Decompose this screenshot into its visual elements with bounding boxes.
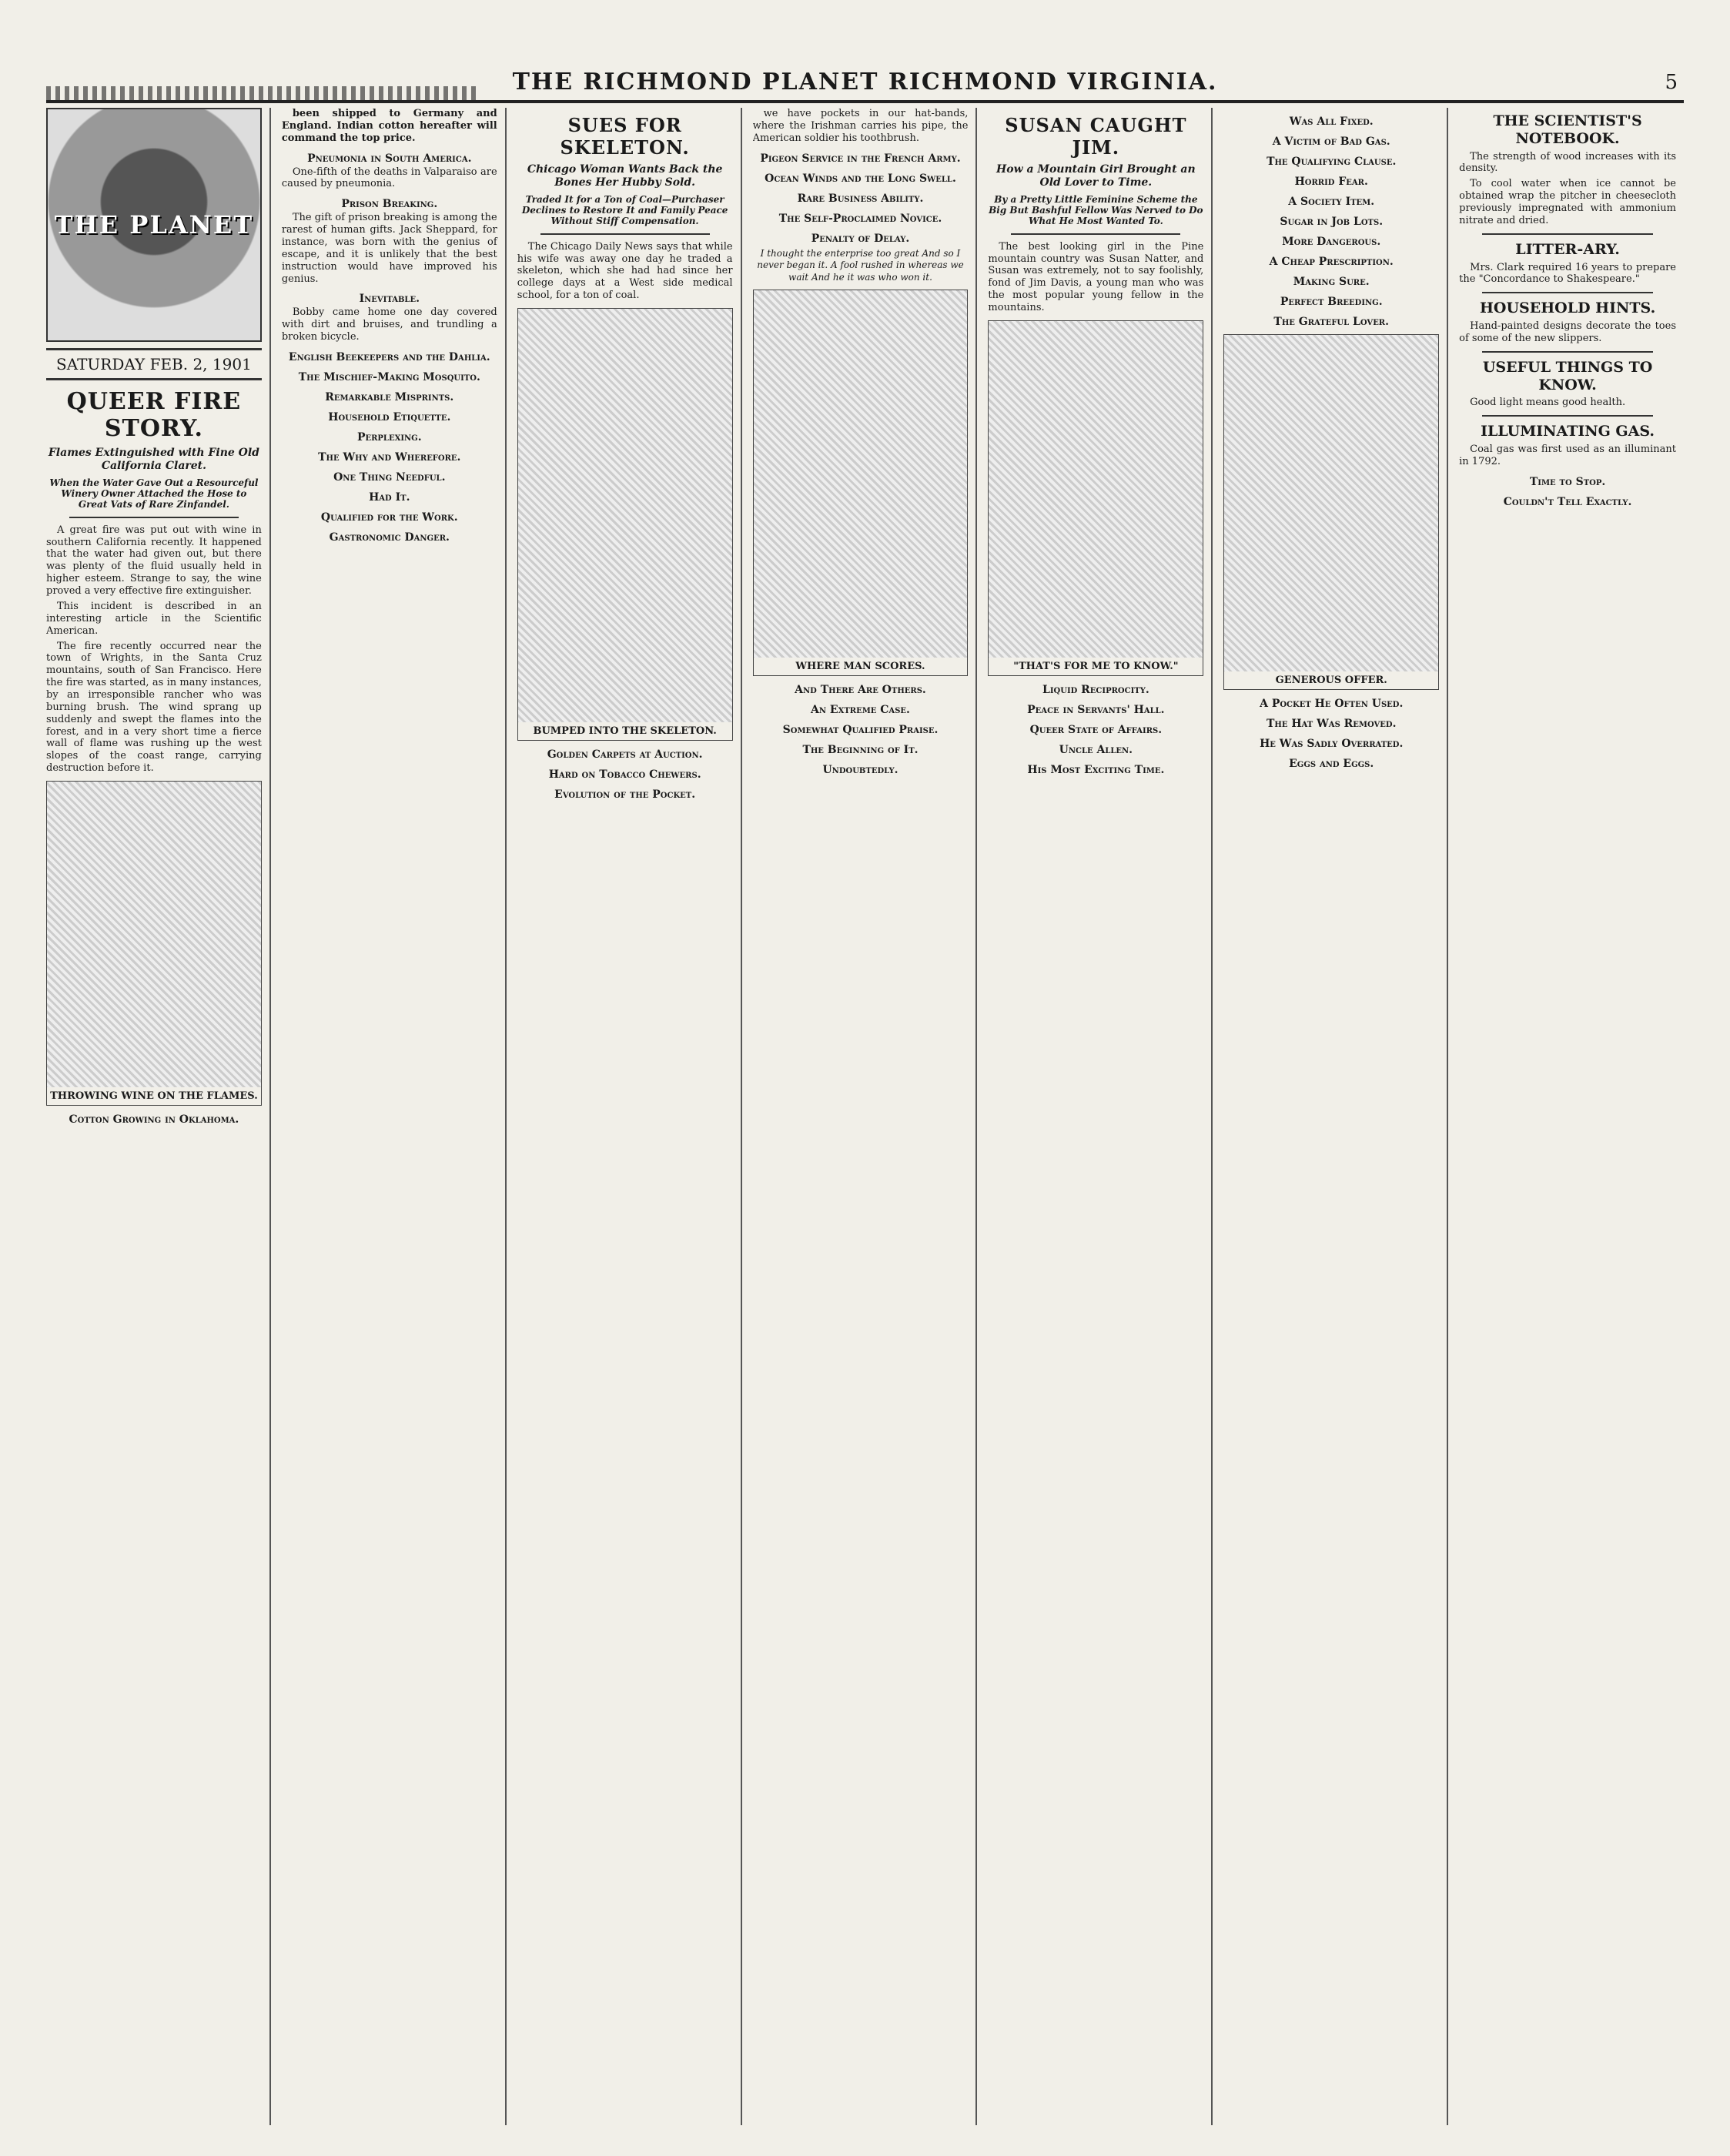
article-paragraph: To cool water when ice cannot be obtained wrap the pitcher in cheesecloth previously impregnated with ammonium nitrate and dried. bbox=[1459, 178, 1676, 226]
page-number: 5 bbox=[1665, 71, 1678, 94]
section-heading: Making Sure. bbox=[1293, 276, 1370, 288]
section-heading: Hard on Tobacco Chewers. bbox=[548, 768, 701, 782]
headline-sues-skeleton: SUES FOR SKELETON. bbox=[560, 114, 690, 159]
article-paragraph: A great fire was put out with wine in southern California recently. It happened that the water had given out, but there was plenty of the fluid usually held in higher esteem. Strange to say, the wine proved a very effective fire extinguisher. bbox=[46, 524, 262, 598]
masthead-ornament bbox=[46, 86, 477, 100]
section-heading: Undoubtedly. bbox=[822, 764, 898, 777]
divider bbox=[1482, 351, 1653, 353]
section-heading: One Thing Needful. bbox=[333, 471, 446, 484]
subdeck-queer-fire: When the Water Gave Out a Resourceful Winery Owner Attached the Hose to Great Vats of Rare Zinfandel. bbox=[49, 477, 259, 511]
section-heading: Time to Stop. bbox=[1529, 475, 1606, 488]
heading-household-hints: HOUSEHOLD HINTS. bbox=[1479, 300, 1656, 317]
section-heading: Prison Breaking. bbox=[341, 198, 438, 211]
heading-useful-things: USEFUL THINGS TO KNOW. bbox=[1482, 358, 1653, 393]
section-heading: Household Etiquette. bbox=[328, 411, 451, 424]
poem: I thought the enterprise too great And so I never began it. A fool rushed in whereas we wait And he it was who won it. bbox=[757, 247, 964, 283]
section-heading: A Society Item. bbox=[1288, 196, 1375, 208]
planet-logo bbox=[46, 108, 262, 342]
section-heading: Had It. bbox=[369, 491, 410, 504]
section-heading: Perplexing. bbox=[356, 431, 422, 444]
divider bbox=[69, 517, 239, 518]
heading-scientists-notebook: THE SCIENTIST'S NOTEBOOK. bbox=[1493, 112, 1642, 147]
article-paragraph: Bobby came home one day covered with dirt and bruises, and trundling a broken bicycle. bbox=[281, 306, 497, 343]
headline-susan-caught-jim: SUSAN CAUGHT JIM. bbox=[1005, 114, 1187, 159]
deck-queer-fire: Flames Extinguished with Fine Old California Claret. bbox=[48, 447, 259, 472]
illustration-generous-offer bbox=[1223, 334, 1439, 690]
column-6 bbox=[1223, 108, 1448, 2125]
section-heading: Somewhat Qualified Praise. bbox=[782, 724, 939, 737]
article-paragraph: The fire recently occurred near the town of Wrights, in the Santa Cruz mountains, south of San Francisco. Here the fire was started, as in many instances, by an irresponsible rancher who was burning brush. The wind sprang up suddenly and swept the flames into the forest, and in a very short time a fierce wall of flame was rushing up the west slopes of the coast range, carrying destruction before it. bbox=[46, 640, 262, 775]
illustration-where-man-scores bbox=[753, 290, 969, 676]
newspaper-title: THE RICHMOND PLANET RICHMOND VIRGINIA. bbox=[512, 69, 1218, 95]
deck-susan: How a Mountain Girl Brought an Old Lover to Time. bbox=[996, 163, 1196, 189]
section-heading: The Beginning of It. bbox=[802, 744, 919, 757]
section-heading: The Hat Was Removed. bbox=[1266, 718, 1397, 730]
illustration-caption: BUMPED INTO THE SKELETON. bbox=[518, 722, 732, 740]
column-5 bbox=[988, 108, 1213, 2125]
section-heading: Evolution of the Pocket. bbox=[554, 788, 696, 802]
column-1 bbox=[46, 108, 271, 2125]
section-heading: The Why and Wherefore. bbox=[318, 451, 461, 464]
logo-text: THE PLANET bbox=[54, 210, 254, 239]
column-7 bbox=[1459, 108, 1684, 2125]
subdeck-sues-skeleton: Traded It for a Ton of Coal—Purchaser Declines to Restore It and Family Peace Without Stiff Compensation. bbox=[521, 193, 728, 227]
section-heading: Rare Business Ability. bbox=[797, 192, 924, 205]
article-paragraph: The best looking girl in the Pine mountain country was Susan Natter, and Susan was extremely, not to say foolishly, fond of Jim Davis, a young man who was the most popular young fellow in the mountains. bbox=[988, 240, 1204, 314]
illustration-skeleton bbox=[517, 308, 733, 741]
section-heading: Qualified for the Work. bbox=[320, 511, 458, 524]
article-paragraph: Good light means good health. bbox=[1470, 397, 1626, 409]
article-paragraph: The strength of wood increases with its density. bbox=[1459, 150, 1676, 175]
column-2 bbox=[282, 108, 507, 2125]
section-heading: Pneumonia in South America. bbox=[307, 152, 472, 165]
section-heading: Perfect Breeding. bbox=[1280, 296, 1383, 308]
section-heading: His Most Exciting Time. bbox=[1027, 763, 1165, 776]
section-heading: The Mischief-Making Mosquito. bbox=[298, 371, 480, 384]
article-paragraph: Mrs. Clark required 16 years to prepare the "Concordance to Shakespeare." bbox=[1459, 261, 1676, 286]
subdeck-susan: By a Pretty Little Feminine Scheme the Big But Bashful Fellow Was Nerved to Do What He Most Wanted To. bbox=[989, 193, 1203, 227]
section-heading: The Qualifying Clause. bbox=[1267, 156, 1397, 168]
divider bbox=[1482, 233, 1653, 235]
section-heading: Pigeon Service in the French Army. bbox=[760, 152, 961, 165]
illustration-caption: GENEROUS OFFER. bbox=[1224, 671, 1438, 689]
deck-sues-skeleton: Chicago Woman Wants Back the Bones Her Hubby Sold. bbox=[527, 163, 723, 189]
section-heading: An Extreme Case. bbox=[811, 704, 910, 717]
divider bbox=[540, 233, 710, 235]
headline-queer-fire: QUEER FIRE STORY. bbox=[66, 388, 242, 442]
dateline: SATURDAY FEB. 2, 1901 bbox=[46, 348, 262, 380]
section-heading: English Beekeepers and the Dahlia. bbox=[288, 351, 490, 364]
column-3 bbox=[517, 108, 742, 2125]
section-heading: A Victim of Bad Gas. bbox=[1272, 136, 1390, 148]
article-paragraph: we have pockets in our hat-bands, where the Irishman carries his pipe, the American soldier his toothbrush. bbox=[752, 108, 969, 144]
section-heading: Couldn't Tell Exactly. bbox=[1503, 495, 1632, 508]
article-paragraph: The Chicago Daily News says that while his wife was away one day he traded a skeleton, which she had had since her college days at a West side medical school, for a ton of coal. bbox=[517, 240, 733, 302]
article-paragraph: The gift of prison breaking is among the rarest of human gifts. Jack Sheppard, for instance, was born with the genius of escape, and it is unlikely that the best instruction would have improved his genius. bbox=[281, 212, 497, 285]
heading-litter-ary: LITTER-ARY. bbox=[1515, 240, 1620, 258]
article-paragraph: This incident is described in an interesting article in the Scientific American. bbox=[46, 600, 262, 637]
section-heading: Golden Carpets at Auction. bbox=[547, 748, 703, 762]
article-paragraph: Coal gas was first used as an illuminant in 1792. bbox=[1459, 444, 1676, 467]
section-heading: Eggs and Eggs. bbox=[1289, 758, 1374, 770]
section-heading: He Was Sadly Overrated. bbox=[1260, 738, 1404, 750]
section-heading: More Dangerous. bbox=[1282, 236, 1381, 248]
section-heading: Queer State of Affairs. bbox=[1029, 723, 1163, 736]
article-paragraph: One-fifth of the deaths in Valparaiso are caused by pneumonia. bbox=[281, 166, 497, 190]
section-heading: Remarkable Misprints. bbox=[325, 391, 454, 404]
illustration-fire bbox=[46, 781, 262, 1106]
section-heading: Peace in Servants' Hall. bbox=[1027, 703, 1165, 716]
section-heading: Inevitable. bbox=[359, 293, 420, 306]
illustration-caption: WHERE MAN SCORES. bbox=[754, 658, 968, 675]
illustration-caption: THROWING WINE ON THE FLAMES. bbox=[47, 1087, 261, 1105]
section-heading: Horrid Fear. bbox=[1294, 176, 1368, 188]
article-paragraph: Hand-painted designs decorate the toes of some of the new slippers. bbox=[1459, 320, 1676, 344]
section-heading: The Grateful Lover. bbox=[1273, 316, 1389, 328]
section-heading: And There Are Others. bbox=[795, 684, 926, 697]
section-heading: Cotton Growing in Oklahoma. bbox=[69, 1113, 239, 1126]
section-heading: Ocean Winds and the Long Swell. bbox=[765, 172, 956, 185]
section-heading: Was All Fixed. bbox=[1289, 116, 1374, 128]
heading-illuminating-gas: ILLUMINATING GAS. bbox=[1481, 423, 1655, 440]
section-heading: Sugar in Job Lots. bbox=[1280, 216, 1384, 228]
section-heading: Gastronomic Danger. bbox=[329, 531, 450, 544]
divider bbox=[1482, 415, 1653, 417]
section-heading: Uncle Allen. bbox=[1059, 743, 1133, 756]
section-heading: A Pocket He Often Used. bbox=[1260, 698, 1404, 710]
section-heading: A Cheap Prescription. bbox=[1269, 256, 1394, 268]
section-heading: The Self-Proclaimed Novice. bbox=[778, 212, 942, 225]
section-heading: Penalty of Delay. bbox=[811, 232, 910, 245]
divider bbox=[1482, 292, 1653, 293]
illustration-susan bbox=[988, 320, 1203, 676]
column-4 bbox=[753, 108, 978, 2125]
divider bbox=[1011, 233, 1180, 235]
article-paragraph: been shipped to Germany and England. Indian cotton hereafter will command the top price. bbox=[281, 108, 497, 144]
illustration-caption: "THAT'S FOR ME TO KNOW." bbox=[989, 658, 1203, 675]
section-heading: Liquid Reciprocity. bbox=[1042, 683, 1149, 696]
columns bbox=[46, 108, 1684, 2125]
